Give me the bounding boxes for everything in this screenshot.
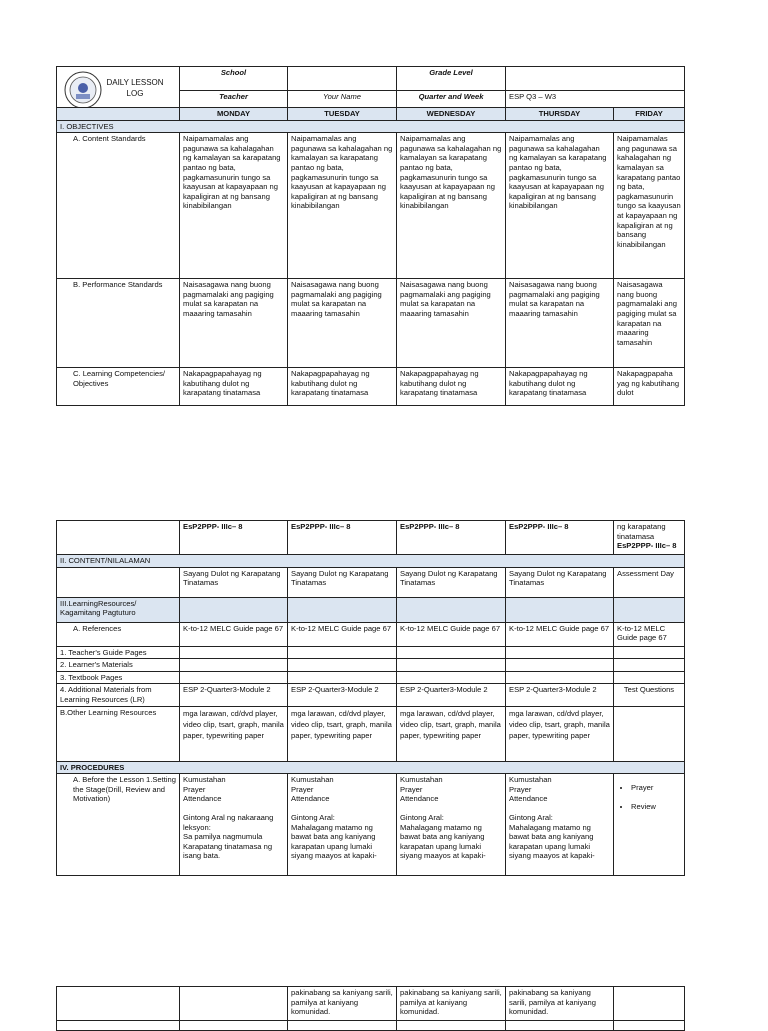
content-standards-wednesday: Naipamamalas ang pagunawa sa kahalagahan ng kamalayan sa karapatang pantao ng bata, pagkamasunurin tungo sa kaayusan at kapayapaan ng kapaligiran at ng bansang kinabibilangan bbox=[397, 133, 506, 279]
lesson-log-table-page3 bbox=[56, 986, 685, 1031]
competencies-friday: Nakapagpapaha yag ng kabutihang dulot bbox=[614, 368, 685, 406]
content-standards-friday: Naipamamalas ang pagunawa sa kahalagahan ng kamalayan sa karapatang pantao ng bata, pagkamasunurin tungo sa kaayusan at kapayapaan ng kapaligiran at ng bansang kinabibilangan bbox=[614, 133, 685, 279]
additional-label: 4. Additional Materials from Learning Resources (LR) bbox=[57, 684, 180, 706]
kumustahan-text: Kumustahan bbox=[400, 775, 443, 785]
aral-body: Mahalagang matamo ng bawat bata ang kaniyang karapatan upang lumaki siyang maayos at kapaki- bbox=[291, 822, 377, 861]
day-monday: MONDAY bbox=[180, 108, 288, 121]
additional-thursday: ESP 2-Quarter3-Module 2 bbox=[506, 684, 614, 706]
content-standards-monday: Naipamamalas ang pagunawa sa kahalagahan ng kamalayan sa karapatang pantao ng bata, pagkamasunurin tungo sa kaayusan at kapayapaan ng kapaligiran at ng bansang kinabibilangan bbox=[180, 133, 288, 279]
content-standards-label: A. Content Standards bbox=[57, 133, 180, 279]
additional-wednesday: ESP 2-Quarter3-Module 2 bbox=[397, 684, 506, 706]
teacher-value: Your Name bbox=[288, 91, 397, 108]
aral-title: Gintong Aral: bbox=[291, 812, 335, 822]
friday-code: EsP2PPP- IIIc– 8 bbox=[617, 541, 677, 551]
code-tuesday: EsP2PPP- IIIc– 8 bbox=[288, 521, 397, 555]
attendance-text: Attendance bbox=[183, 794, 222, 804]
references-wednesday: K-to-12 MELC Guide page 67 bbox=[397, 622, 506, 646]
competencies-wednesday: Nakapagpapahayag ng kabutihang dulot ng karapatang tinatamasa bbox=[397, 368, 506, 406]
lesson-log-table-page2 bbox=[56, 520, 685, 876]
aral-body: Mahalagang matamo ng bawat bata ang kaniyang karapatan upang lumaki siyang maayos at kapaki- bbox=[400, 822, 486, 861]
additional-friday: Test Questions bbox=[614, 684, 685, 706]
grade-value bbox=[506, 67, 685, 91]
aral-cont-wednesday: pakinabang sa kaniyang sarili, pamilya at kaniyang komunidad. bbox=[397, 987, 506, 1021]
teacher-label: Teacher bbox=[180, 91, 288, 108]
lesson-log-table-page1 bbox=[56, 66, 685, 406]
bullet-prayer: • Prayer bbox=[631, 783, 681, 793]
tb-label: 3. Textbook Pages bbox=[57, 671, 180, 684]
content-thursday: Sayang Dulot ng Karapatang Tinatamas bbox=[506, 567, 614, 597]
friday-bullet-list bbox=[617, 783, 681, 811]
before-wednesday bbox=[397, 774, 506, 876]
aral-title: Gintong Aral: bbox=[509, 812, 553, 822]
content-wednesday: Sayang Dulot ng Karapatang Tinatamas bbox=[397, 567, 506, 597]
competencies-monday: Nakapagpapahayag ng kabutihang dulot ng karapatang tinatamasa bbox=[180, 368, 288, 406]
content-tuesday: Sayang Dulot ng Karapatang Tinatamas bbox=[288, 567, 397, 597]
day-tuesday: TUESDAY bbox=[288, 108, 397, 121]
performance-standards-wednesday: Naisasagawa nang buong pagmamalaki ang pagiging mulat sa karapatan na maaaring tamasahin bbox=[397, 279, 506, 368]
content-monday: Sayang Dulot ng Karapatang Tinatamas bbox=[180, 567, 288, 597]
kumustahan-text: Kumustahan bbox=[509, 775, 552, 785]
aral-cont-thursday: pakinabang sa kaniyang sarili, pamilya at kaniyang komunidad. bbox=[506, 987, 614, 1021]
competencies-label: C. Learning Competencies/ Objectives bbox=[57, 368, 180, 406]
kumustahan-text: Kumustahan bbox=[183, 775, 226, 785]
content-standards-thursday: Naipamamalas ang pagunawa sa kahalagahan ng kamalayan sa karapatang pantao ng bata, pagkamasunurin tungo sa kaayusan at kapayapaan ng kapaligiran at ng bansang kinabibilangan bbox=[506, 133, 614, 279]
day-friday: FRIDAY bbox=[614, 108, 685, 121]
before-tuesday bbox=[288, 774, 397, 876]
other-monday: mga larawan, cd/dvd player, video clip, tsart, graph, manila paper, typewriting paper bbox=[180, 706, 288, 761]
competencies-thursday: Nakapagpapahayag ng kabutihang dulot ng karapatang tinatamasa bbox=[506, 368, 614, 406]
tg-label: 1. Teacher's Guide Pages bbox=[57, 646, 180, 659]
aral-body: Sa pamilya nagmumula Karapatang tinatamasa ng isang bata. bbox=[183, 832, 273, 861]
content-friday: Assessment Day bbox=[614, 567, 685, 597]
performance-standards-friday: Naisasagawa nang buong pagmamalaki ang pagiging mulat sa karapatan na maaaring tamasahin bbox=[614, 279, 685, 368]
references-monday: K-to-12 MELC Guide page 67 bbox=[180, 622, 288, 646]
prayer-text: Prayer bbox=[509, 784, 532, 794]
performance-standards-tuesday: Naisasagawa nang buong pagmamalaki ang pagiging mulat sa karapatan na maaaring tamasahin bbox=[288, 279, 397, 368]
attendance-text: Attendance bbox=[509, 794, 548, 804]
grade-label: Grade Level bbox=[397, 67, 506, 91]
references-tuesday: K-to-12 MELC Guide page 67 bbox=[288, 622, 397, 646]
prayer-text: Prayer bbox=[183, 784, 206, 794]
code-thursday: EsP2PPP- IIIc– 8 bbox=[506, 521, 614, 555]
performance-standards-label: B. Performance Standards bbox=[57, 279, 180, 368]
other-wednesday: mga larawan, cd/dvd player, video clip, tsart, graph, manila paper, typewriting paper bbox=[397, 706, 506, 761]
code-blank bbox=[57, 521, 180, 555]
performance-standards-monday: Naisasagawa nang buong pagmamalaki ang pagiging mulat sa karapatan na maaaring tamasahin bbox=[180, 279, 288, 368]
content-blank bbox=[57, 567, 180, 597]
before-friday bbox=[614, 774, 685, 876]
aral-title: Gintong Aral: bbox=[400, 812, 444, 822]
references-friday: K-to-12 MELC Guide page 67 bbox=[614, 622, 685, 646]
content-heading: II. CONTENT/NILALAMAN bbox=[57, 555, 685, 568]
other-friday bbox=[614, 706, 685, 761]
school-value bbox=[288, 67, 397, 91]
code-wednesday: EsP2PPP- IIIc– 8 bbox=[397, 521, 506, 555]
code-monday: EsP2PPP- IIIc– 8 bbox=[180, 521, 288, 555]
deped-seal-icon bbox=[63, 70, 103, 108]
friday-competency-cont: ng karapatang tinatamasa bbox=[617, 522, 666, 541]
attendance-text: Attendance bbox=[400, 794, 439, 804]
references-label: A. References bbox=[57, 622, 180, 646]
page-title: DAILY LESSON LOG bbox=[106, 78, 164, 98]
competencies-tuesday: Nakapagpapahayag ng kabutihang dulot ng karapatang tinatamasa bbox=[288, 368, 397, 406]
references-thursday: K-to-12 MELC Guide page 67 bbox=[506, 622, 614, 646]
attendance-text: Attendance bbox=[291, 794, 330, 804]
before-monday bbox=[180, 774, 288, 876]
school-label: School bbox=[180, 67, 288, 91]
other-tuesday: mga larawan, cd/dvd player, video clip, tsart, graph, manila paper, typewriting paper bbox=[288, 706, 397, 761]
bullet-review: • Review bbox=[631, 802, 681, 812]
procedures-heading: IV. PROCEDURES bbox=[57, 761, 685, 774]
day-blank bbox=[57, 108, 180, 121]
lm-label: 2. Learner's Materials bbox=[57, 659, 180, 672]
other-thursday: mga larawan, cd/dvd player, video clip, tsart, graph, manila paper, typewriting paper bbox=[506, 706, 614, 761]
aral-body: Mahalagang matamo ng bawat bata ang kaniyang karapatan upang lumaki siyang maayos at kapaki- bbox=[509, 822, 595, 861]
content-standards-tuesday: Naipamamalas ang pagunawa sa kahalagahan ng kamalayan sa karapatang pantao ng bata, pagkamasunurin tungo sa kaayusan at kapayapaan ng kapaligiran at ng bansang kinabibilangan bbox=[288, 133, 397, 279]
quarter-label: Quarter and Week bbox=[397, 91, 506, 108]
kumustahan-text: Kumustahan bbox=[291, 775, 334, 785]
before-thursday bbox=[506, 774, 614, 876]
prayer-text: Prayer bbox=[400, 784, 423, 794]
day-wednesday: WEDNESDAY bbox=[397, 108, 506, 121]
additional-tuesday: ESP 2-Quarter3-Module 2 bbox=[288, 684, 397, 706]
objectives-heading: I. OBJECTIVES bbox=[57, 120, 685, 133]
quarter-value: ESP Q3 – W3 bbox=[506, 91, 685, 108]
other-label: B.Other Learning Resources bbox=[57, 706, 180, 761]
aral-cont-tuesday: pakinabang sa kaniyang sarili, pamilya at kaniyang komunidad. bbox=[288, 987, 397, 1021]
aral-title: Gintong Aral ng nakaraang leksyon: bbox=[183, 812, 274, 832]
code-friday bbox=[614, 521, 685, 555]
prayer-text: Prayer bbox=[291, 784, 314, 794]
header-logo-cell bbox=[57, 67, 180, 108]
performance-standards-thursday: Naisasagawa nang buong pagmamalaki ang pagiging mulat sa karapatan na maaaring tamasahin bbox=[506, 279, 614, 368]
resources-heading: III.LearningResources/ Kagamitang Pagtuturo bbox=[57, 597, 180, 622]
before-lesson-label: A. Before the Lesson 1.Setting the Stage(Drill, Review and Motivation) bbox=[57, 774, 180, 876]
day-thursday: THURSDAY bbox=[506, 108, 614, 121]
additional-monday: ESP 2-Quarter3-Module 2 bbox=[180, 684, 288, 706]
